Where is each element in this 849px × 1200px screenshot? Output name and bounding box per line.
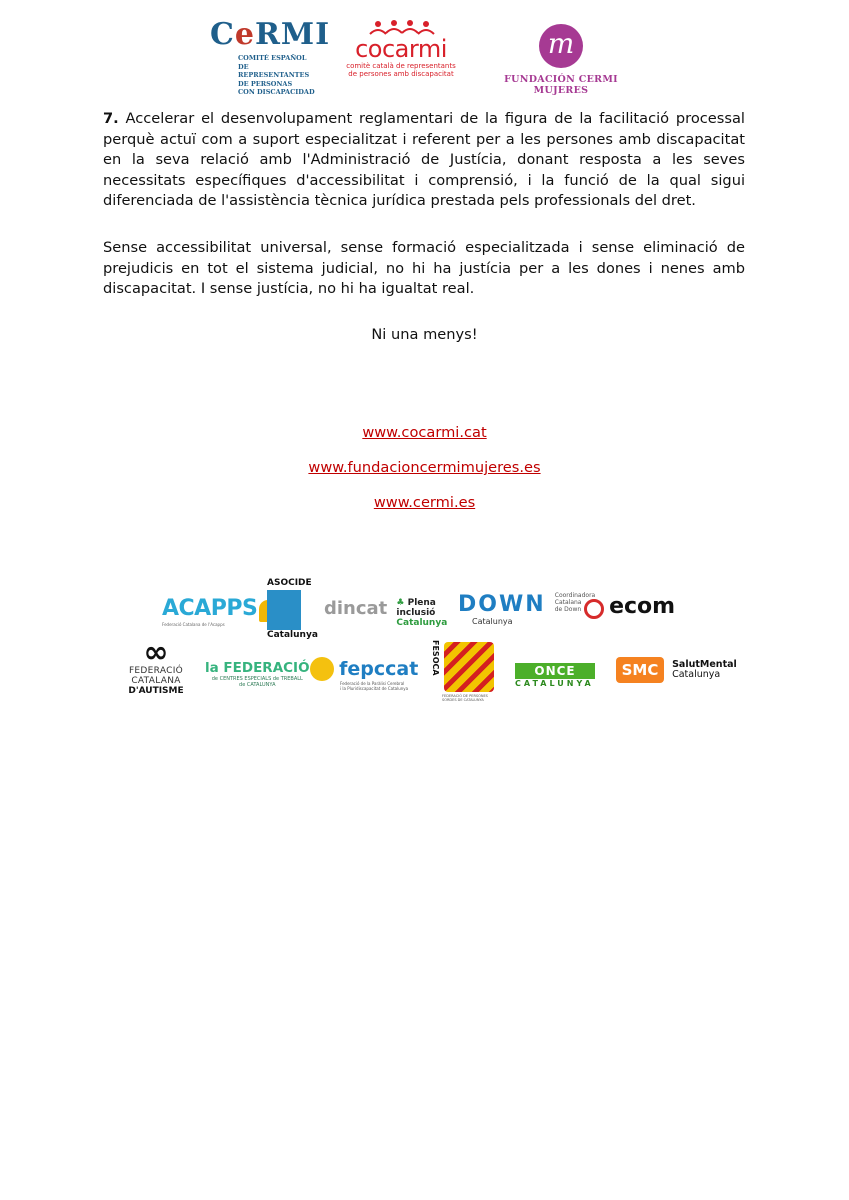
ecom-mark-icon xyxy=(584,599,604,619)
link-cocarmi[interactable]: www.cocarmi.cat xyxy=(362,424,487,441)
point-7-paragraph xyxy=(103,109,745,212)
point-text: Accelerar el desenvolupament reglamentari de la figura de la facilitació processal perquè actuï com a suport especialitzat i referent per a les persones amb discapacitat en la seva relació amb l'Administració de Justícia, donant resposta a les seves necessitats específiques d'accessibilitat i comprensió, i la funció de la qual sigui diferenciada de l'assistència tècnica jurídica prestada pels professionals del dret. xyxy=(103,110,745,209)
cermi-wordmark: CeRMI xyxy=(210,17,331,52)
cermi-subtitle: COMITÉ ESPAÑOL DE REPRESENTANTES DE PERSONAS CON DISCAPACIDAD xyxy=(238,54,315,96)
document-page: CeRMI COMITÉ ESPAÑOL DE REPRESENTANTES DE PERSONAS CON DISCAPACIDAD cocarmi comitè català de representants de persones amb discapacitat m FUNDACIÓN CERMI MUJERES 7. Accelerar el desenvolupament reglamentari de la figura de la facilitació processal perquè actuï com a suport especialitzat i referent per a les persones amb discapacitat en la seva relació amb l'Administració de Justícia, donant resposta a les seves necessitats específiques d'accessibilitat i comprensió, i la funció de la qual sigui diferenciada de l'assistència tècnica jurídica prestada pels professionals del dret. Sense accessibilitat universal, sense formació especialitzada i sense eliminació de prejudicis en tot el sistema judicial, no hi ha justícia per a les dones i nenes amb discapacitat. I sense justícia, no hi ha igualtat real. Ni una menys! www.cocarmi.cat www.fundacioncermimujeres.es www.cermi.es ACAPPS Federació Catalana de l'Acapps ASOCIDE Catalunya dincat ♣ Plena inclusió Catalunya DOWN Coordinadora Catalana de Down Catalunya ecom ∞ FEDERACIÓ CATALANA D'AUTISME la FEDERACIÓ de CENTRES ESPECIALS de TREBALL de CATALUNYA fepccat Federació de la Paràlisi Cerebral i la Pluridiscapacitat de Catalunya FESOCA FEDERACIÓ DE PERSONES SORDES DE CATALUNYA ONCE CATALUNYA SMC SalutMental Catalunya xyxy=(0,0,849,1200)
fepccat-logo: fepccat Federació de la Paràlisi Cerebral i la Pluridiscapacitat de Catalunya xyxy=(310,657,418,691)
salut-mental-logo: SMC SalutMental Catalunya xyxy=(616,657,737,683)
infinity-icon: ∞ xyxy=(143,635,169,670)
acapps-logo: ACAPPS Federació Catalana de l'Acapps xyxy=(162,596,277,627)
fcm-emblem: m xyxy=(539,24,583,68)
cermi-logo xyxy=(210,17,331,97)
down-catalunya-logo: DOWN Coordinadora Catalana de Down Catalunya xyxy=(458,592,596,626)
asocide-logo: ASOCIDE Catalunya xyxy=(267,578,318,640)
circle-icon xyxy=(310,657,334,681)
plena-inclusio: ♣ Plena inclusió Catalunya xyxy=(396,598,448,628)
la-federacio-logo: la FEDERACIÓ de CENTRES ESPECIALS de TREBALL de CATALUNYA xyxy=(205,660,310,688)
senyera-icon xyxy=(444,642,494,692)
federacio-autisme-logo: ∞ FEDERACIÓ CATALANA D'AUTISME xyxy=(128,635,184,696)
cocarmi-wordmark: cocarmi xyxy=(355,35,447,63)
cocarmi-subtitle: comitè català de representants de persones amb discapacitat xyxy=(346,62,456,78)
people-icon xyxy=(366,20,436,36)
slogan: Ni una menys! xyxy=(371,326,478,343)
road-icon xyxy=(267,590,301,630)
fundacion-cermi-mujeres-logo xyxy=(482,24,640,96)
ecom-logo: ecom xyxy=(584,594,675,619)
dincat-logo: dincat ♣ Plena inclusió Catalunya xyxy=(324,598,448,628)
once-catalunya-logo: ONCE CATALUNYA xyxy=(515,664,594,688)
fcm-name: FUNDACIÓN CERMI MUJERES xyxy=(504,74,618,96)
closing-paragraph: Sense accessibilitat universal, sense formació especialitzada i sense eliminació de prejudicis en tot el sistema judicial, no hi ha justícia per a les dones i nenes amb discapacitat. I sense justícia, no hi ha igualtat real. xyxy=(103,239,745,297)
link-fundacion[interactable]: www.fundacioncermimujeres.es xyxy=(308,459,541,476)
cocarmi-logo xyxy=(346,22,456,78)
link-cermi[interactable]: www.cermi.es xyxy=(373,494,476,511)
point-number: 7. xyxy=(103,110,119,127)
